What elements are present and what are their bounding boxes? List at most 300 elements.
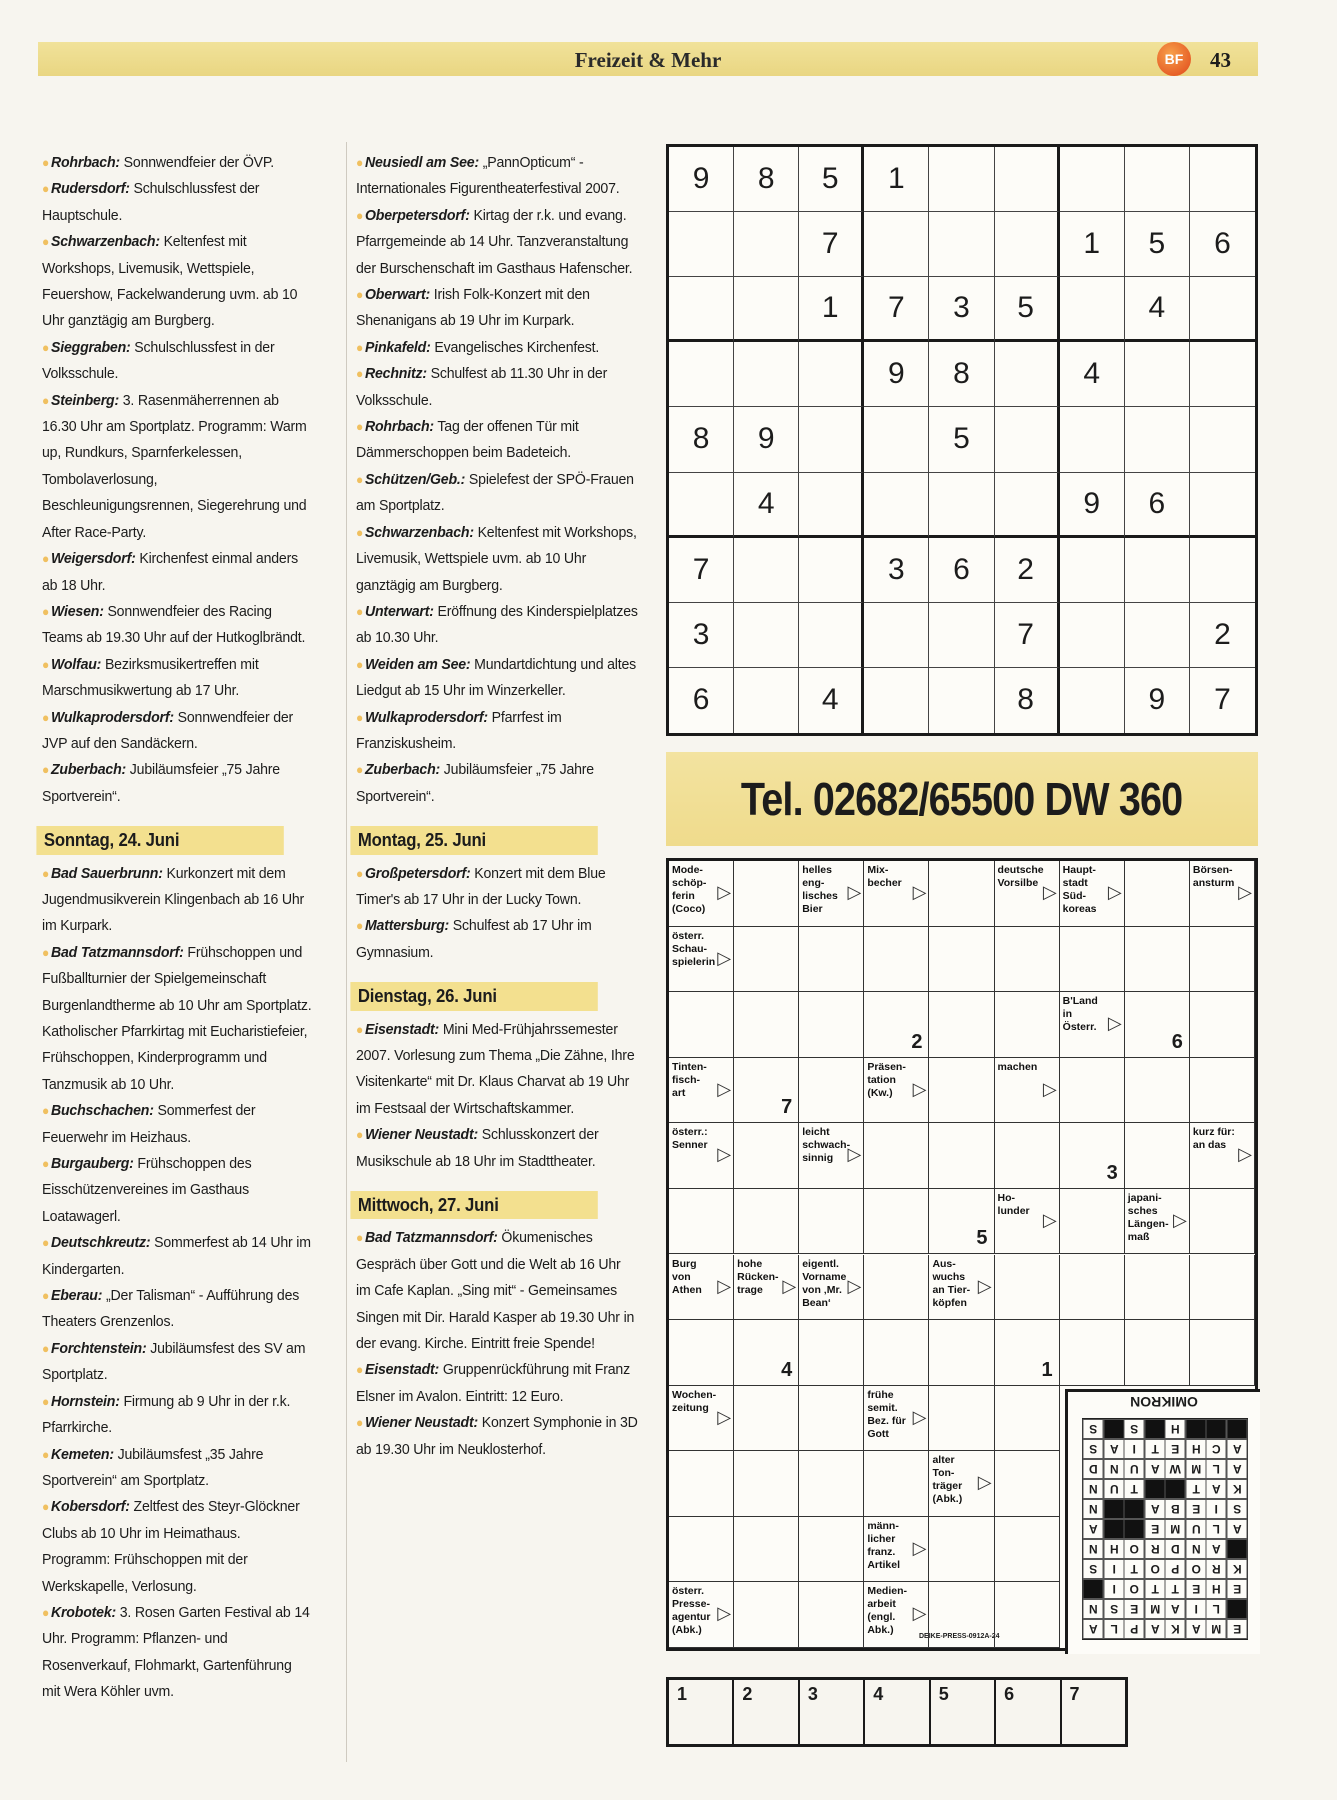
crossword-cell[interactable] [799, 1320, 864, 1386]
crossword-cell[interactable] [669, 1320, 734, 1386]
crossword-cell[interactable] [734, 1386, 799, 1452]
sudoku-cell[interactable] [734, 603, 799, 668]
bullet-dot-icon: ● [356, 287, 364, 303]
crossword-clue-text: japani- sches Längen- maß [1127, 1191, 1169, 1243]
sudoku-cell[interactable]: 4 [734, 473, 799, 538]
crossword-cell[interactable] [734, 927, 799, 993]
section-title: Freizeit & Mehr [574, 48, 722, 72]
crossword-clue-cell [864, 1058, 929, 1124]
crossword-cell[interactable] [1060, 1058, 1125, 1124]
crossword-clue-text: Wochen- zeitung [672, 1388, 717, 1414]
previous-solution-cell: H [1206, 1579, 1227, 1599]
solution-word-boxes [666, 1677, 1128, 1747]
sudoku-cell[interactable] [1190, 538, 1255, 603]
event-place: Wiener Neustadt: [364, 1414, 479, 1432]
sudoku-cell[interactable]: 8 [929, 342, 994, 407]
clue-arrow-icon: ▷ [1238, 882, 1252, 902]
crossword-cell[interactable] [1125, 861, 1190, 927]
event-description: 3. Rosen Garten Festival ab 14 Uhr. Programm: Pflanzen- und Rosenverkauf, Flohmarkt, Gartenführung mit Wera Köhler uvm. [42, 1603, 310, 1701]
crossword-clue-cell [995, 861, 1060, 927]
previous-solution-cell: T [1124, 1559, 1145, 1579]
previous-solution-cell: T [1145, 1579, 1166, 1599]
crossword-clue-text: B'Land in Österr. [1062, 995, 1098, 1034]
previous-solution-cell: I [1186, 1599, 1207, 1619]
bullet-dot-icon: ● [356, 1415, 364, 1431]
sudoku-cell[interactable] [799, 342, 864, 407]
crossword-clue-cell [1060, 992, 1125, 1058]
crossword-clue-text: kurz für: an das [1192, 1126, 1235, 1152]
event-place: Wulkaprodersdorf: [364, 708, 488, 726]
bullet-dot-icon: ● [42, 1604, 50, 1620]
bullet-dot-icon: ● [42, 1393, 50, 1409]
crossword-cell[interactable] [799, 1386, 864, 1452]
previous-solution-cell: S [1083, 1439, 1104, 1459]
crossword-cell[interactable] [799, 1189, 864, 1255]
event-place: Wolfau: [50, 655, 102, 673]
event-description: „PannOpticum“ - Internationales Figurentheaterfestival 2007. [356, 154, 620, 198]
previous-solution-cell [1104, 1499, 1125, 1519]
event-place: Großpetersdorf: [364, 864, 471, 882]
event-description: Sonnwendfeier des Racing Teams ab 19.30 Uhr auf der Hutkoglbrändt. [42, 602, 306, 647]
sudoku-cell[interactable] [669, 212, 734, 277]
sudoku-cell[interactable]: 6 [669, 668, 734, 733]
event-place: Neusiedl am See: [364, 154, 479, 171]
day-heading: Dienstag, 26. Juni [350, 982, 597, 1010]
crossword-cell[interactable] [864, 1123, 929, 1189]
crossword-cell[interactable] [1190, 992, 1255, 1058]
event-description: Sommerfest der Feuerwehr im Heizhaus. [42, 1102, 256, 1146]
previous-solution-cell: A [1145, 1619, 1166, 1639]
bullet-dot-icon: ● [356, 865, 364, 881]
bullet-dot-icon: ● [356, 366, 364, 382]
sudoku-cell[interactable]: 1 [864, 147, 929, 212]
event-place: Zuberbach: [364, 761, 441, 779]
sudoku-cell[interactable]: 8 [669, 407, 734, 472]
previous-solution-cell: E [1124, 1599, 1145, 1619]
previous-solution-cell [1227, 1539, 1248, 1559]
sudoku-cell[interactable] [864, 212, 929, 277]
sudoku-cell[interactable] [1125, 147, 1190, 212]
sudoku-cell[interactable]: 6 [1125, 473, 1190, 538]
event-place: Buchschachen: [50, 1102, 154, 1120]
crossword-cell[interactable] [929, 992, 994, 1058]
event-description: Jubiläumsfest des SV am Sportplatz. [42, 1339, 306, 1384]
crossword-clue-text: alter Ton- träger (Abk.) [932, 1454, 963, 1506]
sudoku-cell[interactable]: 7 [1214, 683, 1231, 717]
event-description: Frühschoppen und Fußballturnier der Spielgemeinschaft Burgenlandtherme ab 10 Uhr am Sportplatz. Katholischer Pfarrkirtag mit Eucharistiefeier, Frühschoppen, Kinderprogramm und Tanzmusik ab 10 Uhr. [42, 943, 312, 1093]
crossword-clue-text: Börsen- ansturm [1192, 864, 1235, 889]
previous-solution-cell: A [1145, 1459, 1166, 1479]
previous-solution-cell: E [1227, 1579, 1248, 1599]
crossword-cell[interactable] [929, 1320, 994, 1386]
previous-solution-cell: A [1186, 1619, 1207, 1639]
crossword-clue-cell [1190, 1123, 1255, 1189]
sudoku-cell[interactable] [734, 668, 799, 733]
crossword-cell[interactable] [864, 1255, 929, 1321]
sudoku-cell[interactable] [734, 342, 799, 407]
sudoku-cell[interactable] [1190, 407, 1255, 472]
crossword-cell[interactable] [799, 992, 864, 1058]
bullet-dot-icon: ● [356, 918, 364, 934]
sudoku-cell[interactable] [734, 277, 799, 342]
bullet-dot-icon: ● [356, 524, 364, 540]
event-description: „Der Talisman“ - Aufführung des Theaters Grenzenlos. [42, 1287, 300, 1331]
sudoku-cell[interactable] [995, 147, 1060, 212]
sudoku-cell[interactable] [734, 212, 799, 277]
sudoku-cell[interactable]: 5 [1125, 212, 1190, 277]
solution-letter-number: 4 [781, 1358, 793, 1381]
sudoku-cell[interactable]: 9 [669, 147, 734, 212]
previous-solution-cell [1124, 1499, 1145, 1519]
sudoku-cell[interactable]: 5 [995, 277, 1060, 342]
crossword-cell[interactable] [1060, 927, 1125, 993]
event-description: Eröffnung des Kinderspielplatzes ab 10.30 Uhr. [356, 602, 638, 647]
crossword-cell[interactable] [929, 1517, 994, 1583]
event-description: Irish Folk-Konzert mit den Shenanigans ab 19 Uhr im Kurpark. [356, 286, 590, 330]
previous-solution-cell: E [1165, 1439, 1186, 1459]
crossword-cell[interactable] [995, 927, 1060, 993]
sudoku-cell[interactable] [929, 147, 994, 212]
crossword-clue-cell [669, 1255, 734, 1321]
previous-solution-cell: K [1165, 1619, 1186, 1639]
sudoku-cell[interactable]: 2 [995, 538, 1060, 603]
crossword-cell[interactable] [929, 927, 994, 993]
crossword-cell[interactable] [1060, 1320, 1125, 1386]
crossword-clue-cell [864, 1582, 929, 1648]
event-description: Mini Med-Frühjahrssemester 2007. Vorlesung zum Thema „Die Zähne, Ihre Visitenkarte“ mit Dr. Klaus Charvat ab 19 Uhr im Festsaal der Wirtschaftskammer. [356, 1020, 635, 1117]
previous-solution-cell: S [1104, 1599, 1125, 1619]
sudoku-cell[interactable]: 9 [864, 342, 929, 407]
sudoku-cell[interactable] [995, 473, 1060, 538]
bullet-dot-icon: ● [42, 181, 50, 197]
bullet-dot-icon: ● [356, 656, 364, 672]
event-place: Wulkaprodersdorf: [50, 708, 174, 726]
event-place: Deutschkreutz: [50, 1234, 151, 1252]
previous-solution-cell: A [1104, 1439, 1125, 1459]
clue-arrow-icon: ▷ [912, 1603, 927, 1624]
crossword-cell[interactable] [929, 861, 994, 927]
event-place: Schützen/Geb.: [364, 470, 466, 488]
crossword-cell[interactable] [799, 927, 864, 993]
crossword-cell[interactable] [1190, 1255, 1255, 1321]
crossword-cell[interactable] [669, 1189, 734, 1255]
event-entry [42, 388, 312, 546]
solution-box[interactable]: 5 [931, 1680, 996, 1744]
sudoku-cell[interactable]: 7 [799, 212, 864, 277]
crossword-cell[interactable] [929, 1123, 994, 1189]
sudoku-cell[interactable] [864, 407, 929, 472]
event-description: Ökumenisches Gespräch über Gott und die Welt ab 16 Uhr im Cafe Kaplan. „Sing mit“ - Gemeinsames Singen mit Dir. Harald Kasper ab 19.30 Uhr in der evang. Kirche. Eintritt freie Spende! [356, 1229, 635, 1353]
bullet-dot-icon: ● [356, 419, 364, 435]
clue-arrow-icon: ▷ [912, 1078, 927, 1099]
sudoku-cell[interactable]: 6 [1190, 212, 1255, 277]
sudoku-cell[interactable] [799, 603, 864, 668]
clue-arrow-icon: ▷ [847, 882, 862, 902]
sudoku-cell[interactable] [1060, 147, 1125, 212]
event-place: Weigersdorf: [50, 550, 136, 568]
event-entry [356, 414, 638, 467]
event-place: Eberau: [50, 1287, 103, 1305]
bullet-dot-icon: ● [42, 1235, 50, 1251]
crossword-cell[interactable] [995, 1255, 1060, 1321]
crossword-cell[interactable] [995, 1451, 1060, 1517]
crossword-clue-cell [799, 861, 864, 927]
event-place: Eisenstadt: [364, 1361, 440, 1379]
sudoku-cell[interactable] [669, 342, 734, 407]
crossword-cell[interactable] [734, 992, 799, 1058]
event-place: Rechnitz: [364, 365, 427, 383]
solution-box[interactable]: 2 [734, 1680, 799, 1744]
bf-logo: BF [1157, 42, 1191, 76]
previous-solution-cell: A [1145, 1499, 1166, 1519]
clue-arrow-icon: ▷ [912, 1537, 927, 1558]
crossword-cell[interactable] [734, 1189, 799, 1255]
crossword-cell[interactable] [734, 1451, 799, 1517]
crossword-cell[interactable] [864, 927, 929, 993]
crossword-cell[interactable] [1060, 1189, 1125, 1255]
section-header-bar [38, 42, 1258, 76]
crossword-clue-text: österr. Presse- agentur (Abk.) [672, 1585, 711, 1637]
sudoku-cell[interactable] [1190, 277, 1255, 342]
sudoku-cell[interactable]: 8 [734, 147, 799, 212]
sudoku-cell[interactable] [864, 668, 929, 733]
event-description: Schulfest ab 11.30 Uhr in der Volksschule. [356, 365, 608, 409]
sudoku-cell[interactable] [1190, 473, 1255, 538]
previous-solution-cell: I [1104, 1559, 1125, 1579]
crossword-cell[interactable] [995, 1517, 1060, 1583]
crossword-clue-text: hohe Rücken- trage [737, 1257, 779, 1296]
previous-solution-cell: S [1227, 1499, 1248, 1519]
clue-arrow-icon: ▷ [717, 1603, 732, 1624]
clue-arrow-icon: ▷ [717, 1078, 732, 1099]
sudoku-cell[interactable]: 9 [1060, 473, 1125, 538]
clue-arrow-icon: ▷ [717, 947, 732, 968]
clue-arrow-icon: ▷ [847, 1144, 862, 1165]
event-entry [42, 150, 312, 176]
event-description: Keltenfest mit Workshops, Livemusik, Wettspiele uvm. ab 10 Uhr ganztägig am Burgberg. [356, 523, 637, 594]
crossword-cell[interactable] [864, 1320, 929, 1386]
crossword-cell[interactable] [1125, 1320, 1190, 1386]
sudoku-cell[interactable]: 6 [929, 538, 994, 603]
crossword-cell[interactable] [1125, 1123, 1190, 1189]
sudoku-cell[interactable]: 1 [799, 277, 864, 342]
event-entry [42, 1283, 312, 1336]
crossword-cell[interactable] [1190, 1189, 1255, 1255]
sudoku-cell[interactable] [1060, 668, 1125, 733]
previous-solution-cell: O [1145, 1559, 1166, 1579]
crossword-cell[interactable] [995, 992, 1060, 1058]
sudoku-cell[interactable] [995, 407, 1060, 472]
previous-solution-cell: E [1186, 1499, 1207, 1519]
event-entry [356, 757, 638, 810]
crossword-cell[interactable] [864, 1451, 929, 1517]
event-description: 3. Rasenmäherrennen ab 16.30 Uhr am Sportplatz. Programm: Warm up, Rundkurs, Sparnferkelessen, Tombolaverlosung, Beschleunigungsrennen, Siegerehrung und After Race-Party. [42, 391, 307, 541]
sudoku-cell[interactable] [1060, 277, 1125, 342]
solution-box[interactable]: 4 [865, 1680, 930, 1744]
crossword-clue-cell [995, 1058, 1060, 1124]
sudoku-cell[interactable]: 9 [734, 407, 799, 472]
event-place: Wiesen: [50, 602, 104, 620]
sudoku-cell[interactable]: 2 [1190, 603, 1255, 668]
solution-letter-number: 3 [1106, 1161, 1118, 1184]
previous-solution-cell: A [1206, 1539, 1227, 1559]
crossword-cell[interactable] [995, 1320, 1060, 1386]
sudoku-cell[interactable] [929, 473, 994, 538]
sudoku-cell[interactable]: 4 [1060, 342, 1125, 407]
sudoku-cell[interactable] [864, 603, 929, 668]
crossword-cell[interactable] [1125, 1058, 1190, 1124]
crossword-cell[interactable] [669, 1517, 734, 1583]
sudoku-cell[interactable]: 3 [669, 603, 734, 668]
previous-solution-cell: S [1083, 1419, 1104, 1439]
event-entry [42, 757, 312, 810]
sudoku-cell[interactable]: 8 [995, 668, 1060, 733]
crossword-clue-text: Aus- wuchs an Tier- köpfen [932, 1257, 971, 1309]
crossword-clue-text: österr.: Senner [672, 1126, 708, 1152]
sudoku-cell[interactable]: 4 [799, 668, 864, 733]
crossword-cell[interactable] [799, 1517, 864, 1583]
sudoku-cell[interactable]: 5 [929, 407, 994, 472]
event-entry [356, 1410, 638, 1463]
sudoku-cell[interactable] [1125, 407, 1190, 472]
sudoku-cell[interactable]: 7 [669, 538, 734, 603]
crossword-cell[interactable] [734, 1123, 799, 1189]
event-description: Bezirksmusikertreffen mit Marschmusikwertung ab 17 Uhr. [42, 655, 259, 700]
crossword-cell[interactable] [734, 861, 799, 927]
crossword-clue-text: helles eng- lisches Bier [802, 864, 838, 915]
crossword-cell[interactable] [864, 1189, 929, 1255]
sudoku-cell[interactable]: 3 [864, 538, 929, 603]
sudoku-cell[interactable] [1190, 342, 1255, 407]
sudoku-cell[interactable] [864, 473, 929, 538]
crossword-clue-text: Burg von Athen [672, 1257, 702, 1296]
sudoku-cell[interactable] [1125, 603, 1190, 668]
crossword-cell[interactable] [734, 1517, 799, 1583]
crossword-cell[interactable] [929, 1582, 994, 1648]
puzzle-credit: DEIKE-PRESS-0912A-24 [919, 1633, 1000, 1640]
sudoku-cell[interactable] [995, 342, 1060, 407]
sudoku-cell[interactable]: 4 [1125, 277, 1190, 342]
sudoku-cell[interactable]: 7 [864, 277, 929, 342]
solution-box[interactable]: 6 [996, 1680, 1061, 1744]
crossword-cell[interactable] [1125, 992, 1190, 1058]
crossword-cell[interactable] [995, 1386, 1060, 1452]
sudoku-cell[interactable] [1060, 603, 1125, 668]
bullet-dot-icon: ● [42, 234, 50, 250]
sudoku-cell[interactable] [799, 407, 864, 472]
solution-box[interactable]: 7 [1069, 1684, 1080, 1704]
sudoku-cell[interactable] [669, 277, 734, 342]
event-description: Tag der offenen Tür mit Dämmerschoppen beim Badeteich. [356, 418, 579, 462]
crossword-cell[interactable] [1125, 1255, 1190, 1321]
previous-solution-cell: W [1165, 1459, 1186, 1479]
sudoku-cell[interactable]: 1 [1060, 212, 1125, 277]
clue-arrow-icon: ▷ [782, 1275, 797, 1296]
clue-arrow-icon: ▷ [912, 1406, 927, 1427]
crossword-clue-text: machen [997, 1060, 1038, 1073]
sudoku-cell[interactable] [1190, 147, 1255, 212]
crossword-cell[interactable] [1190, 927, 1255, 993]
sudoku-cell[interactable]: 9 [1125, 668, 1190, 733]
crossword-cell[interactable] [1190, 1320, 1255, 1386]
event-entry [42, 1494, 312, 1600]
sudoku-cell[interactable] [799, 538, 864, 603]
previous-solution-box [1065, 1389, 1260, 1654]
sudoku-grid [666, 144, 1258, 736]
bullet-dot-icon: ● [356, 207, 364, 223]
sudoku-cell[interactable] [1125, 538, 1190, 603]
sudoku-cell[interactable]: 7 [995, 603, 1060, 668]
event-place: Sieggraben: [50, 338, 131, 356]
sudoku-cell[interactable] [929, 212, 994, 277]
bullet-dot-icon: ● [42, 155, 50, 170]
crossword-puzzle [666, 858, 1258, 1651]
crossword-cell[interactable] [995, 1123, 1060, 1189]
crossword-clue-text: frühe semit. Bez. für Gott [867, 1388, 906, 1440]
crossword-cell[interactable] [1060, 1123, 1125, 1189]
crossword-cell[interactable] [929, 1189, 994, 1255]
sudoku-cell[interactable] [995, 212, 1060, 277]
crossword-cell[interactable] [669, 1451, 734, 1517]
sudoku-cell[interactable] [929, 603, 994, 668]
clue-arrow-icon: ▷ [1042, 1078, 1057, 1099]
event-entry [42, 652, 312, 705]
previous-solution-cell: S [1083, 1559, 1104, 1579]
previous-solution-cell [1227, 1599, 1248, 1619]
crossword-cell[interactable] [1125, 927, 1190, 993]
crossword-cell[interactable] [669, 992, 734, 1058]
crossword-cell[interactable] [1060, 1255, 1125, 1321]
previous-solution-cell: E [1145, 1519, 1166, 1539]
sudoku-cell[interactable] [669, 473, 734, 538]
previous-solution-cell: D [1165, 1539, 1186, 1559]
event-place: Eisenstadt: [364, 1020, 440, 1038]
crossword-clue-text: Ho- lunder [997, 1191, 1030, 1217]
clue-arrow-icon: ▷ [977, 1275, 992, 1296]
crossword-cell[interactable] [734, 1058, 799, 1124]
crossword-cell[interactable] [799, 1582, 864, 1648]
clue-arrow-icon: ▷ [1173, 1209, 1187, 1230]
crossword-cell[interactable] [799, 1451, 864, 1517]
crossword-cell[interactable] [799, 1058, 864, 1124]
sudoku-cell[interactable] [1060, 538, 1125, 603]
clue-arrow-icon: ▷ [1107, 1013, 1122, 1034]
sudoku-cell[interactable] [734, 538, 799, 603]
solution-box[interactable]: 1 [669, 1680, 734, 1744]
previous-solution-cell [1227, 1419, 1248, 1439]
solution-box[interactable]: 3 [800, 1680, 865, 1744]
event-description: Evangelisches Kirchenfest. [430, 338, 600, 356]
sudoku-cell[interactable] [929, 668, 994, 733]
event-place: Zuberbach: [50, 761, 127, 779]
crossword-cell[interactable] [929, 1386, 994, 1452]
sudoku-cell[interactable] [799, 473, 864, 538]
sudoku-cell[interactable] [1060, 407, 1125, 472]
crossword-cell[interactable] [1190, 1058, 1255, 1124]
event-description: Konzert mit dem Blue Timer's ab 17 Uhr in der Lucky Town. [356, 864, 606, 908]
crossword-cell[interactable] [995, 1582, 1060, 1648]
crossword-cell[interactable] [864, 992, 929, 1058]
solution-letter-number: 1 [1041, 1358, 1053, 1381]
sudoku-cell[interactable]: 3 [929, 277, 994, 342]
event-description: Schlusskonzert der Musikschule ab 18 Uhr im Stadttheater. [356, 1126, 599, 1170]
column-divider [346, 142, 347, 1762]
crossword-cell[interactable] [929, 1058, 994, 1124]
sudoku-cell[interactable] [1125, 342, 1190, 407]
sudoku-cell[interactable]: 5 [799, 147, 864, 212]
crossword-cell[interactable] [734, 1582, 799, 1648]
crossword-cell[interactable] [734, 1320, 799, 1386]
